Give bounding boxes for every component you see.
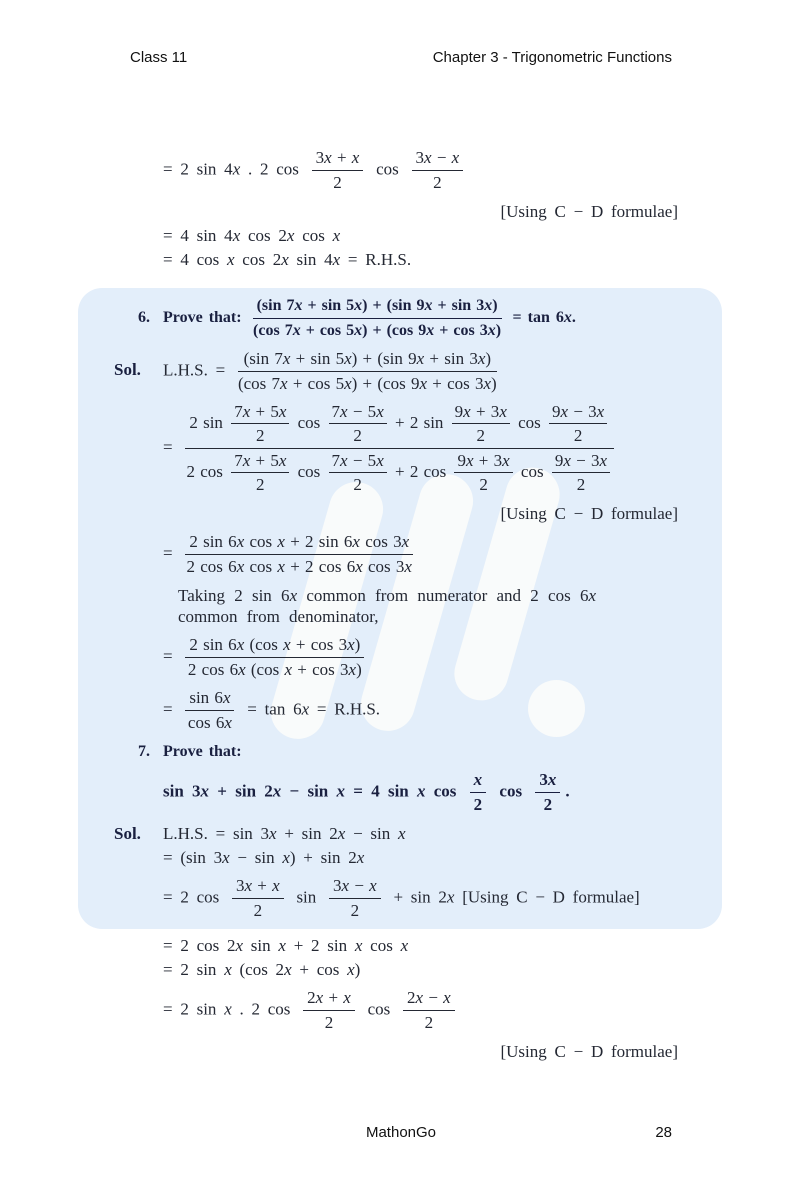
math-text: 2 cos 6x (cos x + cos 3x) xyxy=(187,660,362,679)
math-text: 2 xyxy=(253,901,263,920)
fraction-numerator xyxy=(185,688,234,711)
fraction xyxy=(232,876,284,921)
math-text: 2x − x xyxy=(407,988,451,1007)
math-text: 9x + 3x xyxy=(457,451,510,470)
fraction-denominator xyxy=(231,473,289,495)
math-text: 2 xyxy=(543,795,553,814)
fraction-numerator xyxy=(549,402,607,424)
math-text: = 2 sin x (cos 2x + cos x) xyxy=(163,960,361,979)
math-text: 2 cos 6x cos x + 2 cos 6x cos 3x xyxy=(186,557,412,576)
math-text: 3x − x xyxy=(333,876,377,895)
line-q7-step2 xyxy=(163,876,678,921)
fraction-denominator xyxy=(232,899,284,921)
math-text: cos xyxy=(368,159,407,179)
math-text: cos xyxy=(359,999,399,1019)
math-text: = 4 sin 4x cos 2x cos x xyxy=(163,226,341,245)
math-text: [Using C − D formulae] xyxy=(500,202,678,221)
math-text: (sin 7x + sin 5x) + (sin 9x + sin 3x) xyxy=(256,297,498,314)
fraction-numerator xyxy=(329,876,381,899)
math-text: 9x − 3x xyxy=(552,402,605,421)
math-text: = 2 cos xyxy=(163,887,227,907)
fraction xyxy=(312,148,364,193)
line-note-1 xyxy=(0,201,678,222)
fraction xyxy=(185,402,614,495)
math-text: = 2 sin 4x . 2 cos xyxy=(163,159,307,179)
math-text: cos 6x xyxy=(187,713,232,732)
section-post-box xyxy=(0,935,800,1062)
line-q7-title xyxy=(138,741,678,762)
math-text: = xyxy=(163,437,181,457)
line-q6-step3 xyxy=(163,635,678,680)
fraction-denominator xyxy=(185,449,614,495)
math-text: + 2 sin xyxy=(389,412,449,432)
math-text: 3x + x xyxy=(236,876,280,895)
math-text: 2 xyxy=(576,475,586,494)
fraction-numerator xyxy=(185,532,413,555)
line-q6-step1 xyxy=(163,402,678,495)
math-text: 7x − 5x xyxy=(331,402,384,421)
page-header xyxy=(130,49,672,66)
fraction xyxy=(231,451,289,495)
fraction xyxy=(238,349,497,394)
fraction-denominator xyxy=(185,711,234,733)
math-text: 2 sin xyxy=(189,412,229,432)
math-text: 2 xyxy=(256,426,265,445)
math-text: common from denominator, xyxy=(178,607,379,626)
fraction-denominator xyxy=(454,473,512,495)
math-text: (cos 7x + cos 5x) + (cos 9x + cos 3x) xyxy=(253,322,502,339)
math-text: [Using C − D formulae] xyxy=(500,504,678,523)
math-text: = tan 6x = R.H.S. xyxy=(239,699,381,719)
math-text: = tan 6x. xyxy=(506,309,576,327)
math-text: 2 sin 6x cos x + 2 sin 6x cos 3x xyxy=(189,532,410,551)
math-text: = 2 cos 2x sin x + 2 sin x cos x xyxy=(163,936,409,955)
line-q6-sol xyxy=(114,349,678,394)
line-q7-step3 xyxy=(163,935,678,956)
math-text: sin xyxy=(288,887,325,907)
fraction-denominator xyxy=(329,424,387,446)
fraction xyxy=(185,688,234,733)
line-q6-text xyxy=(178,585,698,627)
fraction-denominator xyxy=(231,424,289,446)
fraction-denominator xyxy=(329,899,381,921)
fraction xyxy=(452,402,510,446)
math-text: (cos 7x + cos 5x) + (cos 9x + cos 3x) xyxy=(237,374,497,393)
fraction-denominator xyxy=(552,473,610,495)
fraction-denominator xyxy=(185,555,413,577)
math-text: 2 xyxy=(479,475,488,494)
fraction xyxy=(454,451,512,495)
fraction-numerator xyxy=(329,451,387,473)
math-text: . xyxy=(565,781,570,801)
math-text: 2 xyxy=(476,426,486,445)
math-text: = 4 cos x cos 2x sin 4x = R.H.S. xyxy=(163,250,412,269)
math-text: 3x xyxy=(539,770,557,789)
line-q7-step5 xyxy=(163,988,678,1033)
math-text: 2 xyxy=(324,1013,334,1032)
math-text: 2 xyxy=(573,426,583,445)
math-text: cos xyxy=(491,781,531,801)
footer-page-number: 28 xyxy=(655,1124,672,1141)
line-q7-statement xyxy=(163,770,678,815)
solution-label: Sol. xyxy=(114,360,141,380)
math-text: cos xyxy=(292,412,326,432)
fraction-denominator xyxy=(452,424,510,446)
fraction xyxy=(552,451,610,495)
math-text: 2 sin 6x (cos x + cos 3x) xyxy=(189,635,361,654)
fraction xyxy=(185,635,364,680)
solution-label: Sol. xyxy=(114,824,141,843)
fraction-denominator xyxy=(303,1011,355,1033)
math-text: 3x + x xyxy=(315,148,360,167)
math-text: Prove that: xyxy=(163,743,242,760)
fraction xyxy=(253,296,502,341)
math-text: 2 xyxy=(353,475,362,494)
math-text: 9x + 3x xyxy=(454,402,507,421)
line-q7-step4 xyxy=(163,959,678,980)
math-text: + 2 cos xyxy=(389,461,452,481)
fraction xyxy=(470,770,487,815)
footer-brand: MathonGo xyxy=(365,1124,437,1141)
fraction-numerator xyxy=(232,876,284,899)
section-pre-box xyxy=(0,148,800,270)
fraction-denominator xyxy=(535,793,560,815)
fraction xyxy=(329,451,387,495)
math-text: sin 3x + sin 2x − sin x = 4 sin x cos xyxy=(163,781,465,801)
fraction-numerator xyxy=(253,296,502,319)
fraction-numerator xyxy=(312,148,364,171)
math-text: sin 6x xyxy=(189,688,231,707)
line-q6-step2 xyxy=(163,532,678,577)
fraction-numerator xyxy=(185,635,364,658)
math-text: 2 xyxy=(473,795,483,814)
fraction xyxy=(185,532,413,577)
math-text: = 2 sin x . 2 cos xyxy=(163,999,299,1019)
math-text: 3x − x xyxy=(415,148,460,167)
math-text: 7x + 5x xyxy=(234,451,287,470)
fraction-numerator xyxy=(231,451,289,473)
fraction-numerator xyxy=(185,402,614,449)
line-q6-statement xyxy=(138,296,678,341)
fraction-denominator xyxy=(329,473,387,495)
fraction xyxy=(329,402,387,446)
fraction xyxy=(403,988,455,1033)
math-text: 7x + 5x xyxy=(234,402,287,421)
math-text: L.H.S. = xyxy=(163,360,233,380)
math-text: cos xyxy=(292,461,326,481)
fraction xyxy=(535,770,560,815)
fraction-numerator xyxy=(552,451,610,473)
fraction-denominator xyxy=(185,658,364,680)
line-eq-1 xyxy=(163,148,678,193)
fraction-numerator xyxy=(329,402,387,424)
math-text: + sin 2x [Using C − D formulae] xyxy=(385,887,640,907)
math-text: Taking 2 sin 6x common from numerator and 2 cos 6x xyxy=(178,586,597,605)
fraction-numerator xyxy=(454,451,512,473)
math-text: = xyxy=(163,699,181,719)
math-text: = (sin 3x − sin x) + sin 2x xyxy=(163,848,365,867)
content xyxy=(0,140,800,1065)
math-text: Prove that: xyxy=(163,309,248,327)
math-text: 2 xyxy=(333,173,342,192)
fraction-denominator xyxy=(403,1011,455,1033)
question-number: 6. xyxy=(138,309,150,327)
math-text: 2 xyxy=(424,1013,434,1032)
fraction-numerator xyxy=(238,349,497,372)
line-q7-sol xyxy=(114,823,678,844)
fraction-denominator xyxy=(412,171,464,193)
page-footer xyxy=(130,1124,672,1144)
math-text: cos xyxy=(515,461,549,481)
fraction-numerator xyxy=(231,402,289,424)
fraction-denominator xyxy=(549,424,607,446)
header-chapter-label: Chapter 3 - Trigonometric Functions xyxy=(432,49,672,66)
math-text: (sin 7x + sin 5x) + (sin 9x + sin 3x) xyxy=(243,349,492,368)
fraction-denominator xyxy=(238,372,497,394)
math-text: [Using C − D formulae] xyxy=(500,1042,678,1061)
fraction-numerator xyxy=(303,988,355,1011)
math-text: 2 xyxy=(350,901,360,920)
header-class-label: Class 11 xyxy=(130,49,188,66)
fraction-numerator xyxy=(535,770,560,793)
math-text: 2 cos xyxy=(186,461,229,481)
fraction xyxy=(303,988,355,1033)
math-text: 2 xyxy=(256,475,265,494)
fraction-denominator xyxy=(470,793,487,815)
question-number: 7. xyxy=(138,743,150,760)
fraction-numerator xyxy=(403,988,455,1011)
line-q6-step4 xyxy=(163,688,678,733)
math-text: = xyxy=(163,543,181,563)
math-text: = xyxy=(163,646,181,666)
fraction-numerator xyxy=(452,402,510,424)
line-eq-2 xyxy=(163,225,678,246)
line-note-3 xyxy=(0,1041,678,1062)
math-text: 9x − 3x xyxy=(554,451,608,470)
fraction xyxy=(231,402,289,446)
math-text: 2x + x xyxy=(307,988,351,1007)
fraction xyxy=(412,148,464,193)
line-note-2 xyxy=(0,503,678,524)
fraction-denominator xyxy=(312,171,364,193)
fraction-numerator xyxy=(412,148,464,171)
math-text: 2 xyxy=(433,173,442,192)
question-block-wrap xyxy=(0,296,800,921)
line-eq-3 xyxy=(163,249,678,270)
math-text: cos xyxy=(512,412,547,432)
math-text: 7x − 5x xyxy=(331,451,384,470)
math-text: 2 xyxy=(353,426,362,445)
math-text: L.H.S. = sin 3x + sin 2x − sin x xyxy=(163,824,406,843)
fraction-denominator xyxy=(253,319,502,341)
fraction-numerator xyxy=(470,770,487,793)
line-q7-step1 xyxy=(163,847,678,868)
fraction xyxy=(549,402,607,446)
fraction xyxy=(329,876,381,921)
math-text: x xyxy=(473,770,483,789)
